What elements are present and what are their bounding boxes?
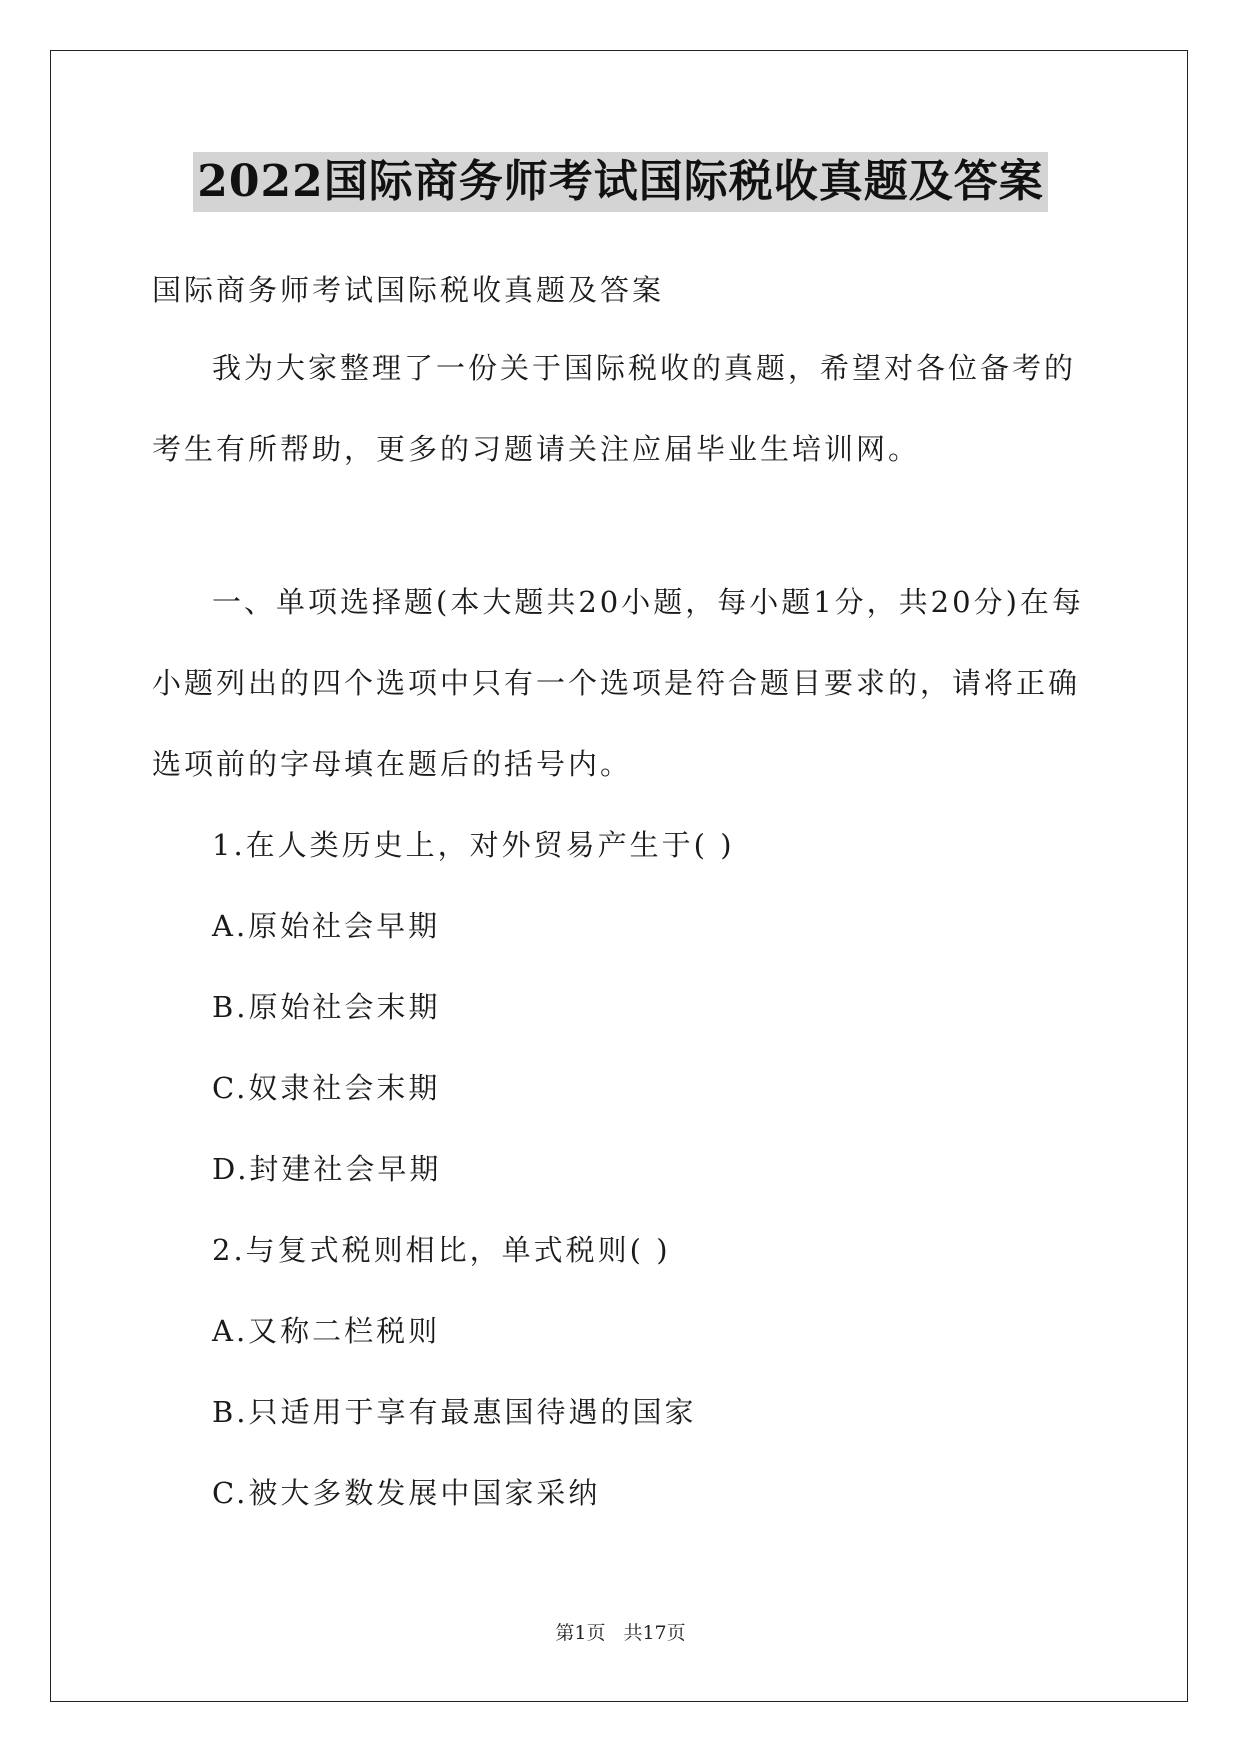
question-stem: 2.与复式税则相比，单式税则( ) bbox=[212, 1233, 671, 1267]
document-subtitle: 国际商务师考试国际税收真题及答案 bbox=[152, 273, 665, 307]
question-option: B.只适用于享有最惠国待遇的国家 bbox=[212, 1395, 697, 1429]
question-option: C.被大多数发展中国家采纳 bbox=[212, 1476, 601, 1510]
intro-paragraph: 我为大家整理了一份关于国际税收的真题，希望对各位备考的考生有所帮助，更多的习题请关注应届毕业生培训网。 bbox=[152, 351, 1077, 466]
title-container bbox=[0, 152, 1241, 212]
page-total: 共17页 bbox=[623, 1622, 686, 1644]
question-option: C.奴隶社会末期 bbox=[212, 1071, 441, 1105]
question-option: A.又称二栏税则 bbox=[212, 1314, 441, 1348]
page-number: 第1页 bbox=[555, 1622, 606, 1644]
section-heading: 一、单项选择题(本大题共20小题，每小题1分，共20分)在每小题列出的四个选项中只有一个选项是符合题目要求的，请将正确选项前的字母填在题后的括号内。 bbox=[152, 585, 1084, 781]
paragraph-gap bbox=[152, 490, 1092, 562]
page-footer bbox=[0, 1618, 1241, 1645]
document-title: 2022国际商务师考试国际税收真题及答案 bbox=[193, 152, 1047, 212]
document-body bbox=[152, 252, 1092, 1534]
question-stem: 1.在人类历史上，对外贸易产生于( ) bbox=[212, 828, 735, 862]
question-option: A.原始社会早期 bbox=[212, 909, 441, 943]
question-option: B.原始社会末期 bbox=[212, 990, 441, 1024]
question-option: D.封建社会早期 bbox=[212, 1152, 442, 1186]
